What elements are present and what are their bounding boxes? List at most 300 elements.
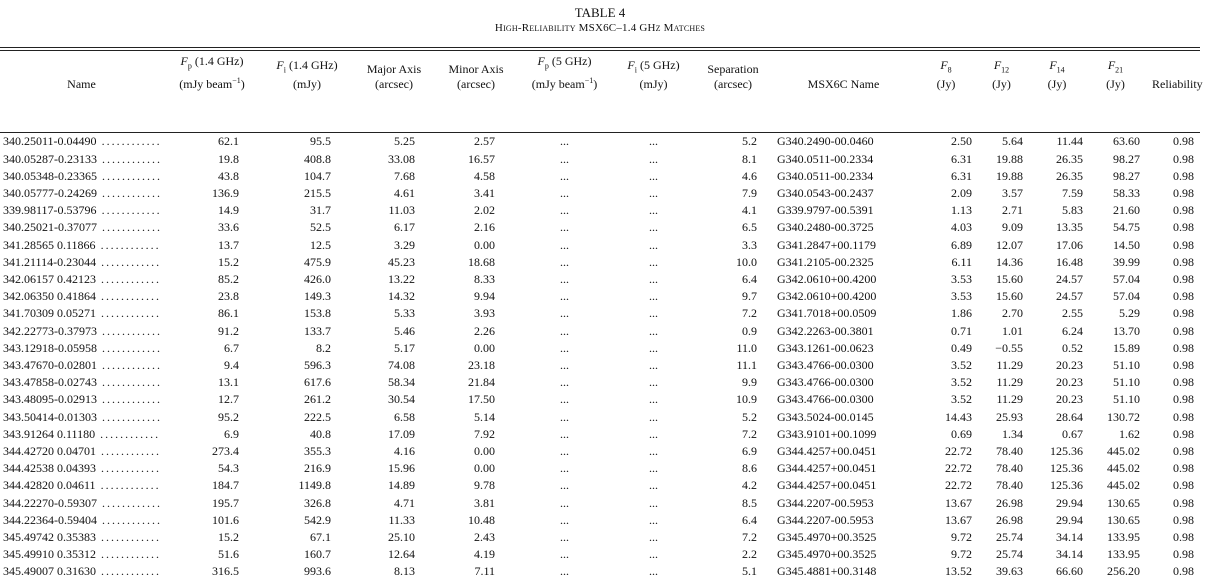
cell-fp14 (163, 563, 261, 580)
cell-minor-text: 7.92 (474, 426, 495, 441)
cell-fi14-text: 408.8 (304, 151, 331, 166)
cell-fi5 (612, 460, 695, 477)
cell-major-text: 30.54 (388, 392, 415, 407)
leader-dots: ............ (97, 340, 162, 355)
cell-separation-text: 8.5 (742, 495, 757, 510)
leader-dots: ............ (97, 186, 162, 200)
cell-minor-text: 7.11 (474, 564, 495, 579)
cell-fp5-text: ... (560, 392, 569, 407)
cell-minor (435, 495, 517, 512)
cell-msx6c (771, 151, 916, 168)
cell-f21-text: 15.89 (1113, 340, 1140, 355)
cell-fp14-text: 19.8 (218, 151, 239, 166)
cell-f14 (1027, 271, 1087, 288)
cell-separation (695, 495, 771, 512)
cell-separation-text: 2.2 (742, 547, 757, 562)
cell-f14-text: 20.23 (1056, 392, 1083, 407)
cell-minor-text: 0.00 (474, 444, 495, 459)
cell-reliability-text: 0.98 (1173, 168, 1194, 183)
table-row (0, 133, 1212, 150)
cell-major-text: 4.71 (394, 495, 415, 510)
cell-reliability-text: 0.98 (1173, 151, 1194, 166)
cell-name (0, 288, 163, 305)
cell-fi14-text: 261.2 (304, 392, 331, 407)
table-row (0, 409, 1212, 426)
col-header-fp-5: $F_p$ (5 GHz) (mJy beam$^{-1}$) (531, 54, 598, 92)
cell-f21-text: 445.02 (1107, 444, 1140, 459)
cell-f14-text: 66.60 (1056, 564, 1083, 579)
cell-fp14 (163, 288, 261, 305)
cell-msx6c (771, 323, 916, 340)
cell-fp5 (517, 477, 612, 494)
cell-f8 (916, 563, 976, 580)
cell-reliability-text: 0.98 (1173, 392, 1194, 407)
cell-f21 (1087, 271, 1144, 288)
table-body (0, 133, 1212, 580)
cell-f21 (1087, 460, 1144, 477)
cell-msx6c (771, 202, 916, 219)
cell-separation (695, 340, 771, 357)
cell-minor (435, 409, 517, 426)
cell-major-text: 11.33 (388, 512, 415, 527)
leader-dots: ............ (96, 530, 161, 545)
cell-f12-text: 25.74 (996, 530, 1023, 545)
cell-major-text: 4.16 (394, 444, 415, 459)
cell-major (353, 185, 435, 202)
cell-msx6c (771, 426, 916, 443)
leader-dots: ............ (97, 358, 162, 373)
cell-f21-text: 14.50 (1113, 237, 1140, 252)
cell-fi5-text: ... (649, 254, 658, 269)
cell-msx6c (771, 477, 916, 494)
cell-reliability-text: 0.98 (1173, 289, 1194, 304)
cell-separation-text: 6.4 (742, 272, 757, 287)
cell-reliability (1144, 133, 1212, 150)
table-row (0, 391, 1212, 408)
cell-f8 (916, 443, 976, 460)
cell-f14 (1027, 340, 1087, 357)
cell-fp5-text: ... (560, 426, 569, 441)
cell-minor-text: 23.18 (468, 358, 495, 373)
cell-major (353, 563, 435, 580)
cell-fp5 (517, 168, 612, 185)
cell-fp5 (517, 426, 612, 443)
cell-major-text: 11.03 (388, 203, 415, 218)
cell-major (353, 495, 435, 512)
leader-dots: ............ (97, 512, 162, 527)
cell-fi14-text: 95.5 (310, 134, 331, 149)
cell-fi5 (612, 340, 695, 357)
cell-reliability (1144, 529, 1212, 546)
table-row (0, 219, 1212, 236)
cell-fi5-text: ... (649, 426, 658, 441)
cell-fp14-text: 85.2 (218, 272, 239, 287)
cell-f21 (1087, 529, 1144, 546)
cell-f12 (976, 133, 1027, 150)
table-row (0, 305, 1212, 322)
cell-separation (695, 443, 771, 460)
cell-fi14-text: 104.7 (304, 168, 331, 183)
cell-minor (435, 443, 517, 460)
cell-separation-text: 11.1 (736, 358, 757, 373)
cell-f8-text: 3.52 (951, 358, 972, 373)
cell-f21 (1087, 185, 1144, 202)
cell-minor (435, 477, 517, 494)
table-row (0, 340, 1212, 357)
cell-minor-text: 3.41 (474, 186, 495, 200)
cell-fp14 (163, 271, 261, 288)
cell-name-text: 344.42820 0.04611 (3, 478, 96, 493)
cell-name-text: 342.06157 0.42123 (3, 272, 96, 287)
cell-fi5-text: ... (649, 289, 658, 304)
leader-dots: ............ (97, 323, 162, 338)
cell-separation (695, 151, 771, 168)
cell-name-text: 340.05777-0.24269 (3, 186, 97, 200)
leader-dots: ............ (97, 375, 162, 390)
cell-f8-text: 22.72 (945, 444, 972, 459)
cell-reliability-text: 0.98 (1173, 495, 1194, 510)
cell-name-text: 343.91264 0.11180 (3, 426, 96, 441)
cell-reliability-text: 0.98 (1173, 134, 1194, 149)
table-row (0, 237, 1212, 254)
cell-f12-text: 3.57 (1002, 186, 1023, 200)
cell-reliability-text: 0.98 (1173, 478, 1194, 493)
cell-f14-text: 2.55 (1062, 306, 1083, 321)
cell-fi14 (261, 563, 353, 580)
cell-fp5 (517, 202, 612, 219)
cell-minor (435, 305, 517, 322)
cell-f21-text: 98.27 (1113, 151, 1140, 166)
cell-name-text: 344.22270-0.59307 (3, 495, 97, 510)
cell-name (0, 305, 163, 322)
cell-major-text: 13.22 (388, 272, 415, 287)
cell-name (0, 460, 163, 477)
cell-fp14-text: 86.1 (218, 306, 239, 321)
cell-separation-text: 11.0 (736, 340, 757, 355)
cell-fp14-text: 62.1 (218, 134, 239, 149)
cell-f8 (916, 460, 976, 477)
cell-separation (695, 133, 771, 150)
cell-fi5-text: ... (649, 134, 658, 149)
cell-fi5-text: ... (649, 409, 658, 424)
cell-f14 (1027, 443, 1087, 460)
cell-fp5 (517, 529, 612, 546)
cell-major-text: 74.08 (388, 358, 415, 373)
cell-minor-text: 0.00 (474, 237, 495, 252)
cell-f14 (1027, 460, 1087, 477)
cell-f12-text: 25.74 (996, 547, 1023, 562)
header-rule (0, 95, 1212, 133)
cell-fi14 (261, 357, 353, 374)
cell-f12 (976, 340, 1027, 357)
cell-f12-text: 9.09 (1002, 220, 1023, 235)
cell-reliability-text: 0.98 (1173, 306, 1194, 321)
cell-major-text: 14.89 (388, 478, 415, 493)
cell-name-text: 344.42720 0.04701 (3, 444, 96, 459)
cell-fp14-text: 101.6 (212, 512, 239, 527)
cell-fp5-text: ... (560, 203, 569, 218)
cell-fi5 (612, 546, 695, 563)
cell-msx6c (771, 340, 916, 357)
cell-major-text: 6.17 (394, 220, 415, 235)
cell-f8 (916, 340, 976, 357)
cell-fi14-text: 1149.8 (298, 478, 331, 493)
cell-separation (695, 529, 771, 546)
cell-f14 (1027, 391, 1087, 408)
cell-fi14-text: 596.3 (304, 358, 331, 373)
cell-f8 (916, 202, 976, 219)
cell-name (0, 426, 163, 443)
cell-msx6c (771, 460, 916, 477)
cell-f14-text: 29.94 (1056, 495, 1083, 510)
cell-f21-text: 256.20 (1107, 564, 1140, 579)
cell-fi14 (261, 237, 353, 254)
cell-separation-text: 10.0 (736, 254, 757, 269)
cell-minor (435, 237, 517, 254)
cell-f21 (1087, 219, 1144, 236)
leader-dots: ............ (95, 237, 161, 252)
cell-fp14-text: 14.9 (218, 203, 239, 218)
cell-name (0, 477, 163, 494)
cell-f12-text: 78.40 (996, 444, 1023, 459)
cell-major (353, 237, 435, 254)
col-header-name: Name (67, 77, 96, 92)
cell-reliability (1144, 391, 1212, 408)
cell-msx6c-text: G340.2480-00.3725 (777, 220, 874, 235)
cell-f12 (976, 219, 1027, 236)
cell-name (0, 409, 163, 426)
col-header-fp-1.4: $F_p$ (1.4 GHz) (mJy beam$^{-1}$) (179, 54, 245, 92)
cell-reliability (1144, 477, 1212, 494)
cell-f12-text: 25.93 (996, 409, 1023, 424)
cell-name-text: 340.25021-0.37077 (3, 220, 97, 235)
cell-f21-text: 445.02 (1107, 478, 1140, 493)
cell-separation-text: 8.6 (742, 461, 757, 476)
cell-msx6c-text: G343.5024-00.0145 (777, 409, 874, 424)
cell-fi14-text: 149.3 (304, 289, 331, 304)
cell-f14-text: 5.83 (1062, 203, 1083, 218)
cell-separation (695, 271, 771, 288)
cell-fi14-text: 216.9 (304, 461, 331, 476)
cell-name-text: 345.49007 0.31630 (3, 564, 96, 579)
cell-msx6c (771, 529, 916, 546)
cell-f8 (916, 357, 976, 374)
cell-f21 (1087, 305, 1144, 322)
cell-reliability (1144, 254, 1212, 271)
cell-minor-text: 2.43 (474, 530, 495, 545)
cell-f14 (1027, 546, 1087, 563)
cell-reliability (1144, 460, 1212, 477)
cell-fp5 (517, 219, 612, 236)
cell-reliability (1144, 374, 1212, 391)
cell-minor (435, 168, 517, 185)
cell-f21-text: 130.65 (1107, 512, 1140, 527)
cell-f12-text: 2.71 (1002, 203, 1023, 218)
cell-name (0, 529, 163, 546)
cell-reliability-text: 0.98 (1173, 272, 1194, 287)
cell-major-text: 5.25 (394, 134, 415, 149)
cell-f21 (1087, 340, 1144, 357)
cell-fp14 (163, 443, 261, 460)
cell-fi14-text: 31.7 (310, 203, 331, 218)
cell-major-text: 5.33 (394, 306, 415, 321)
cell-name (0, 563, 163, 580)
cell-f21-text: 98.27 (1113, 168, 1140, 183)
cell-f12 (976, 185, 1027, 202)
cell-fi5-text: ... (649, 478, 658, 493)
cell-fp5-text: ... (560, 168, 569, 183)
cell-f12 (976, 254, 1027, 271)
cell-fp5-text: ... (560, 444, 569, 459)
cell-f12 (976, 305, 1027, 322)
cell-major (353, 391, 435, 408)
cell-separation (695, 168, 771, 185)
cell-fi5 (612, 271, 695, 288)
cell-f14 (1027, 529, 1087, 546)
cell-minor-text: 5.14 (474, 409, 495, 424)
cell-reliability (1144, 323, 1212, 340)
cell-major (353, 133, 435, 150)
cell-f14-text: 29.94 (1056, 512, 1083, 527)
leader-dots: ............ (97, 151, 162, 166)
cell-name-text: 343.48095-0.02913 (3, 392, 97, 407)
cell-f12 (976, 512, 1027, 529)
cell-minor (435, 323, 517, 340)
cell-fp14 (163, 185, 261, 202)
cell-reliability (1144, 237, 1212, 254)
cell-fi14 (261, 219, 353, 236)
cell-minor-text: 9.78 (474, 478, 495, 493)
cell-f8-text: 2.50 (951, 134, 972, 149)
table-row (0, 460, 1212, 477)
cell-fp5-text: ... (560, 375, 569, 390)
cell-msx6c-text: G343.9101+00.1099 (777, 426, 877, 441)
col-header-msx6c-name: MSX6C Name (807, 77, 880, 92)
cell-name (0, 219, 163, 236)
data-table (0, 51, 1212, 581)
cell-reliability-text: 0.98 (1173, 254, 1194, 269)
cell-f8-text: 2.09 (951, 186, 972, 200)
cell-fi5-text: ... (649, 203, 658, 218)
leader-dots: ............ (95, 478, 161, 493)
cell-name (0, 443, 163, 460)
cell-fi5 (612, 426, 695, 443)
cell-fi5-text: ... (649, 392, 658, 407)
cell-f21 (1087, 237, 1144, 254)
cell-f8-text: 4.03 (951, 220, 972, 235)
cell-minor-text: 18.68 (468, 254, 495, 269)
cell-f8-text: 6.31 (951, 168, 972, 183)
table-row (0, 512, 1212, 529)
cell-name (0, 237, 163, 254)
cell-fp14 (163, 305, 261, 322)
cell-major (353, 409, 435, 426)
cell-separation (695, 512, 771, 529)
cell-fi5-text: ... (649, 220, 658, 235)
cell-f21-text: 57.04 (1113, 289, 1140, 304)
cell-separation (695, 357, 771, 374)
cell-major (353, 357, 435, 374)
cell-f21-text: 130.72 (1107, 409, 1140, 424)
cell-major (353, 443, 435, 460)
cell-f14-text: 13.35 (1056, 220, 1083, 235)
cell-reliability-text: 0.98 (1173, 512, 1194, 527)
table-row (0, 443, 1212, 460)
leader-dots: ............ (96, 461, 161, 476)
cell-major (353, 168, 435, 185)
cell-fi14-text: 67.1 (310, 530, 331, 545)
cell-fi5 (612, 202, 695, 219)
cell-f21 (1087, 495, 1144, 512)
cell-f8 (916, 168, 976, 185)
cell-fp5 (517, 237, 612, 254)
cell-f14 (1027, 185, 1087, 202)
cell-msx6c-text: G340.2490-00.0460 (777, 134, 874, 149)
cell-fp5 (517, 271, 612, 288)
cell-msx6c (771, 237, 916, 254)
cell-f14 (1027, 168, 1087, 185)
cell-separation (695, 374, 771, 391)
table-row (0, 495, 1212, 512)
cell-f8-text: 0.49 (951, 340, 972, 355)
cell-f21-text: 445.02 (1107, 461, 1140, 476)
cell-f12 (976, 271, 1027, 288)
cell-name (0, 185, 163, 202)
cell-f12 (976, 323, 1027, 340)
cell-f8 (916, 529, 976, 546)
cell-fp5 (517, 374, 612, 391)
cell-minor-text: 2.16 (474, 220, 495, 235)
table-row (0, 151, 1212, 168)
cell-f14 (1027, 374, 1087, 391)
cell-fi14-text: 160.7 (304, 547, 331, 562)
cell-major (353, 512, 435, 529)
cell-msx6c-text: G345.4881+00.3148 (777, 564, 877, 579)
cell-msx6c-text: G345.4970+00.3525 (777, 547, 877, 562)
cell-f12-text: 1.01 (1002, 323, 1023, 338)
cell-fp14-text: 13.1 (218, 375, 239, 390)
cell-minor-text: 9.94 (474, 289, 495, 304)
cell-f12 (976, 563, 1027, 580)
cell-name (0, 254, 163, 271)
cell-fi14-text: 542.9 (304, 512, 331, 527)
cell-fp5 (517, 305, 612, 322)
cell-msx6c-text: G343.4766-00.0300 (777, 375, 874, 390)
cell-reliability (1144, 563, 1212, 580)
cell-f12-text: 15.60 (996, 289, 1023, 304)
cell-major-text: 12.64 (388, 547, 415, 562)
cell-f12 (976, 374, 1027, 391)
cell-f21 (1087, 563, 1144, 580)
cell-f12-text: 39.63 (996, 564, 1023, 579)
cell-fi5 (612, 443, 695, 460)
cell-reliability-text: 0.98 (1173, 358, 1194, 373)
leader-dots: ............ (96, 564, 161, 579)
cell-f8-text: 3.53 (951, 272, 972, 287)
cell-f14-text: 26.35 (1056, 168, 1083, 183)
cell-f12 (976, 460, 1027, 477)
cell-reliability-text: 0.98 (1173, 564, 1194, 579)
cell-major-text: 5.46 (394, 323, 415, 338)
cell-major (353, 288, 435, 305)
cell-minor (435, 563, 517, 580)
cell-msx6c-text: G340.0511-00.2334 (777, 151, 874, 166)
cell-major-text: 25.10 (388, 530, 415, 545)
cell-fi14-text: 153.8 (304, 306, 331, 321)
cell-fi5 (612, 323, 695, 340)
cell-fi14-text: 133.7 (304, 323, 331, 338)
cell-name-text: 345.49742 0.35383 (3, 530, 96, 545)
